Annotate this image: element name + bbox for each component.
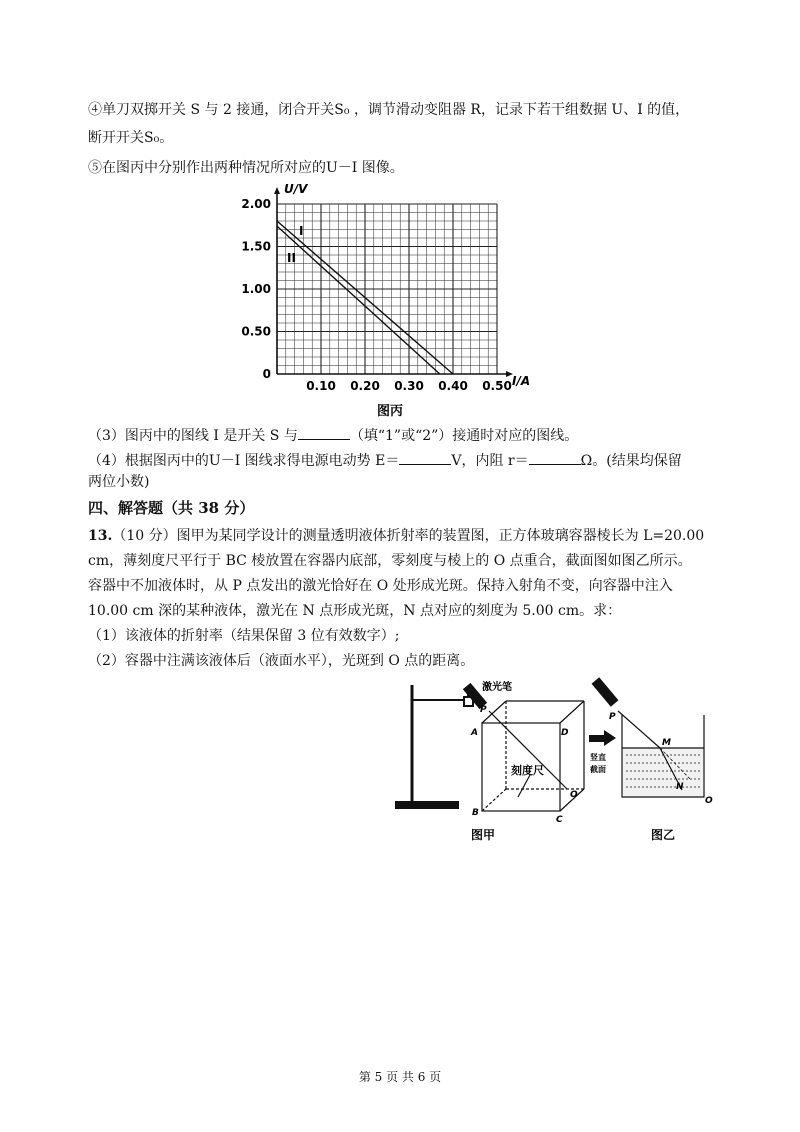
q4-line1 bbox=[88, 450, 682, 471]
x-tick-label: 0.50 bbox=[482, 379, 512, 393]
q3-line bbox=[88, 425, 578, 446]
q4-blank-emf[interactable] bbox=[399, 450, 451, 465]
graph-caption: 图丙 bbox=[377, 404, 404, 419]
point-M: M bbox=[662, 738, 671, 748]
q13-sub2: （2）容器中注满该液体后（液面水平），光斑到 O 点的距离。 bbox=[88, 653, 475, 669]
q13-sub1: （1）该液体的折射率（结果保留 3 位有效数字）; bbox=[88, 628, 400, 644]
x-tick-label: 0.30 bbox=[394, 379, 424, 393]
y-tick-label: 0.50 bbox=[241, 324, 271, 339]
point-N: N bbox=[676, 782, 684, 792]
step4-line1: ④单刀双掷开关 S 与 2 接通，闭合开关S₀ ，调节滑动变阻器 R，记录下若干组数据 U、I 的值， bbox=[88, 102, 690, 118]
q13-number: 13. bbox=[88, 528, 113, 544]
q4-mid: V，内阻 r＝ bbox=[451, 453, 529, 469]
cross-section bbox=[618, 711, 704, 797]
point-O-yi: O bbox=[705, 796, 713, 806]
graph-ticks bbox=[241, 197, 511, 393]
q13-line1 bbox=[88, 526, 704, 546]
glass-cube bbox=[482, 701, 584, 811]
step4-line2: 断开开关S₀。 bbox=[88, 130, 174, 146]
arrow-label-2: 截面 bbox=[590, 765, 606, 774]
y-tick-label: 2.00 bbox=[241, 197, 271, 211]
arrow-label-1: 竖直 bbox=[590, 753, 606, 762]
stand-icon bbox=[396, 685, 473, 808]
u-i-graph bbox=[0, 180, 800, 440]
q3-prefix: （3）图丙中的图线 I 是开关 S 与 bbox=[88, 428, 298, 444]
point-P-yi: P bbox=[609, 712, 616, 722]
apparatus-figure bbox=[0, 675, 800, 855]
point-A: A bbox=[471, 728, 478, 738]
q4-suffix: Ω。(结果均保留 bbox=[580, 453, 682, 469]
caption-yi: 图乙 bbox=[651, 828, 676, 842]
point-B: B bbox=[472, 808, 479, 818]
q4-blank-resistance[interactable] bbox=[529, 450, 581, 465]
x-tick-label: 0.20 bbox=[350, 379, 380, 393]
q3-suffix: （填“1”或“2”）接通时对应的图线。 bbox=[349, 428, 579, 444]
y-axis-label: U/V bbox=[284, 182, 308, 196]
point-D: D bbox=[561, 728, 569, 738]
laser-label: 激光笔 bbox=[482, 682, 512, 693]
x-tick-label: 0.40 bbox=[438, 379, 468, 393]
y-tick-label: 1.50 bbox=[241, 239, 271, 254]
page-footer: 第 5 页 共 6 页 bbox=[358, 1070, 442, 1084]
graph-grid bbox=[277, 204, 497, 374]
y-tick-label: 1.00 bbox=[241, 282, 271, 296]
q13-line3: 容器中不加液体时，从 P 点发出的激光恰好在 O 处形成光斑。保持入射角不变，向容器中注入 bbox=[88, 578, 673, 594]
q4-line2: 两位小数) bbox=[88, 474, 150, 490]
series-line-2 bbox=[277, 226, 440, 374]
laser-pen-icon-2 bbox=[592, 677, 619, 706]
step5-line: ⑤在图丙中分别作出两种情况所对应的U－I 图像。 bbox=[88, 160, 404, 176]
q13-line2: cm，薄刻度尺平行于 BC 棱放置在容器内底部，零刻度与棱上的 O 点重合，截面图如图乙所示。 bbox=[88, 553, 692, 569]
point-P-jia: P bbox=[480, 705, 487, 715]
q4-prefix: （4）根据图丙中的U－I 图线求得电源电动势 E＝ bbox=[88, 453, 400, 469]
caption-jia: 图甲 bbox=[471, 828, 496, 842]
arrow-right-icon bbox=[589, 730, 616, 746]
x-axis-label: I/A bbox=[512, 374, 531, 388]
q3-blank[interactable] bbox=[298, 425, 350, 440]
line-label-1: I bbox=[299, 224, 304, 238]
x-tick-label: 0.10 bbox=[306, 379, 336, 393]
point-C: C bbox=[556, 815, 563, 825]
y-axis-arrow bbox=[274, 187, 280, 194]
section4-heading: 四、解答题（共 38 分） bbox=[88, 499, 255, 517]
point-O-jia: O bbox=[570, 790, 578, 800]
q13-line4: 10.00 cm 深的某种液体，激光在 N 点形成光斑，N 点对应的刻度为 5.00 cm。求： bbox=[88, 603, 622, 619]
y-tick-label: 0 bbox=[262, 367, 271, 381]
q13-text1: （10 分）图甲为某同学设计的测量透明液体折射率的装置图，正方体玻璃容器棱长为 L=20.00 bbox=[112, 528, 705, 544]
ruler-label: 刻度尺 bbox=[511, 764, 544, 777]
line-label-2: II bbox=[287, 251, 296, 265]
